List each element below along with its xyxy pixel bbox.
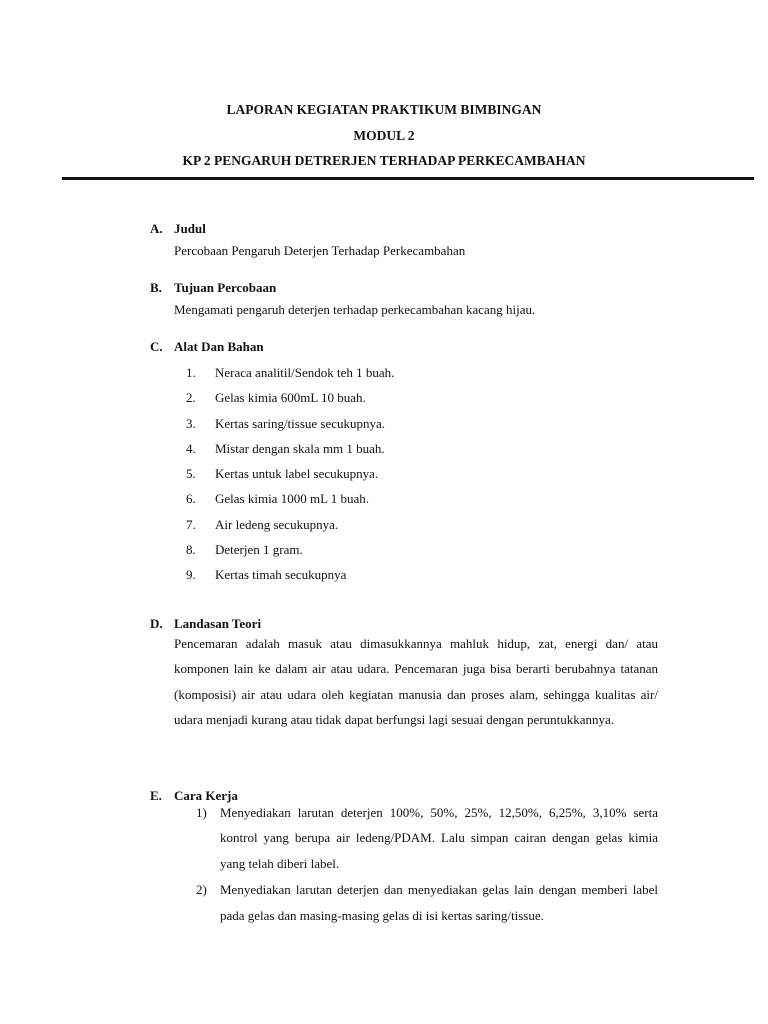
title-line-3: KP 2 PENGARUH DETRERJEN TERHADAP PERKECAMBAHAN (182, 153, 586, 168)
section-letter: C. (150, 339, 163, 354)
section-body: Percobaan Pengaruh Deterjen Terhadap Perkecambahan (174, 243, 466, 258)
list-item: 1) Menyediakan larutan deterjen 100%, 50%, 25%, 12,50%, 6,25%, 3,10% serta kontrol yang berupa air ledeng/PDAM. Lalu simpan cairan dengan gelas kimia yang telah diberi label. (196, 805, 658, 871)
list-item: 3. Kertas saring/tissue secukupnya. (186, 415, 386, 431)
report-title (0, 100, 768, 177)
list-item: 2) Menyediakan larutan deterjen dan menyediakan gelas lain dengan memberi label pada gelas dan masing-masing gelas di isi kertas saring/tissue. (196, 882, 658, 923)
section-landasan-teori (150, 615, 710, 733)
section-title: Tujuan Percobaan (174, 280, 277, 295)
section-letter: E. (150, 788, 162, 803)
header-divider (62, 177, 754, 180)
section-heading (150, 615, 710, 631)
list-item: 4. Mistar dengan skala mm 1 buah. (186, 440, 385, 456)
section-heading (150, 338, 710, 364)
section-alat-bahan (150, 338, 710, 592)
section-title: Judul (174, 221, 206, 236)
list-item: 7. Air ledeng secukupnya. (186, 516, 339, 532)
section-heading (150, 220, 710, 242)
list-item: 5. Kertas untuk label secukupnya. (186, 466, 379, 482)
section-heading (150, 279, 710, 301)
list-item: 1. Neraca analitil/Sendok teh 1 buah. (186, 365, 395, 380)
procedure-steps (196, 800, 658, 929)
section-title: Alat Dan Bahan (174, 339, 264, 354)
list-item: 9. Kertas timah secukupnya (186, 567, 347, 583)
section-tujuan (150, 279, 710, 319)
list-item: 6. Gelas kimia 1000 mL 1 buah. (186, 491, 370, 507)
section-letter: A. (150, 221, 163, 236)
title-line-2: MODUL 2 (353, 127, 415, 143)
section-body: Mengamati pengaruh deterjen terhadap perkecambahan kacang hijau. (174, 302, 536, 317)
theory-paragraph: Pencemaran adalah masuk atau dimasukkannya mahluk hidup, zat, energi dan/ atau komponen lain ke dalam air atau udara. Pencemaran juga bisa berarti berubahnya tatanan (komposisi) air atau udara oleh kegiatan manusia dan proses alam, sehingga kualitas air/ udara menjadi kurang atau tidak dapat berfungsi lagi sesuai dengan peruntukkannya. (174, 636, 658, 728)
title-line-1: LAPORAN KEGIATAN PRAKTIKUM BIMBINGAN (226, 102, 542, 117)
list-item: 8. Deterjen 1 gram. (186, 542, 303, 558)
section-title: Cara Kerja (174, 788, 238, 803)
section-letter: B. (150, 280, 162, 295)
list-item: 2. Gelas kimia 600mL 10 buah. (186, 390, 366, 406)
section-judul (150, 220, 710, 260)
materials-list (150, 364, 710, 592)
section-letter: D. (150, 616, 163, 631)
section-title: Landasan Teori (174, 616, 262, 631)
